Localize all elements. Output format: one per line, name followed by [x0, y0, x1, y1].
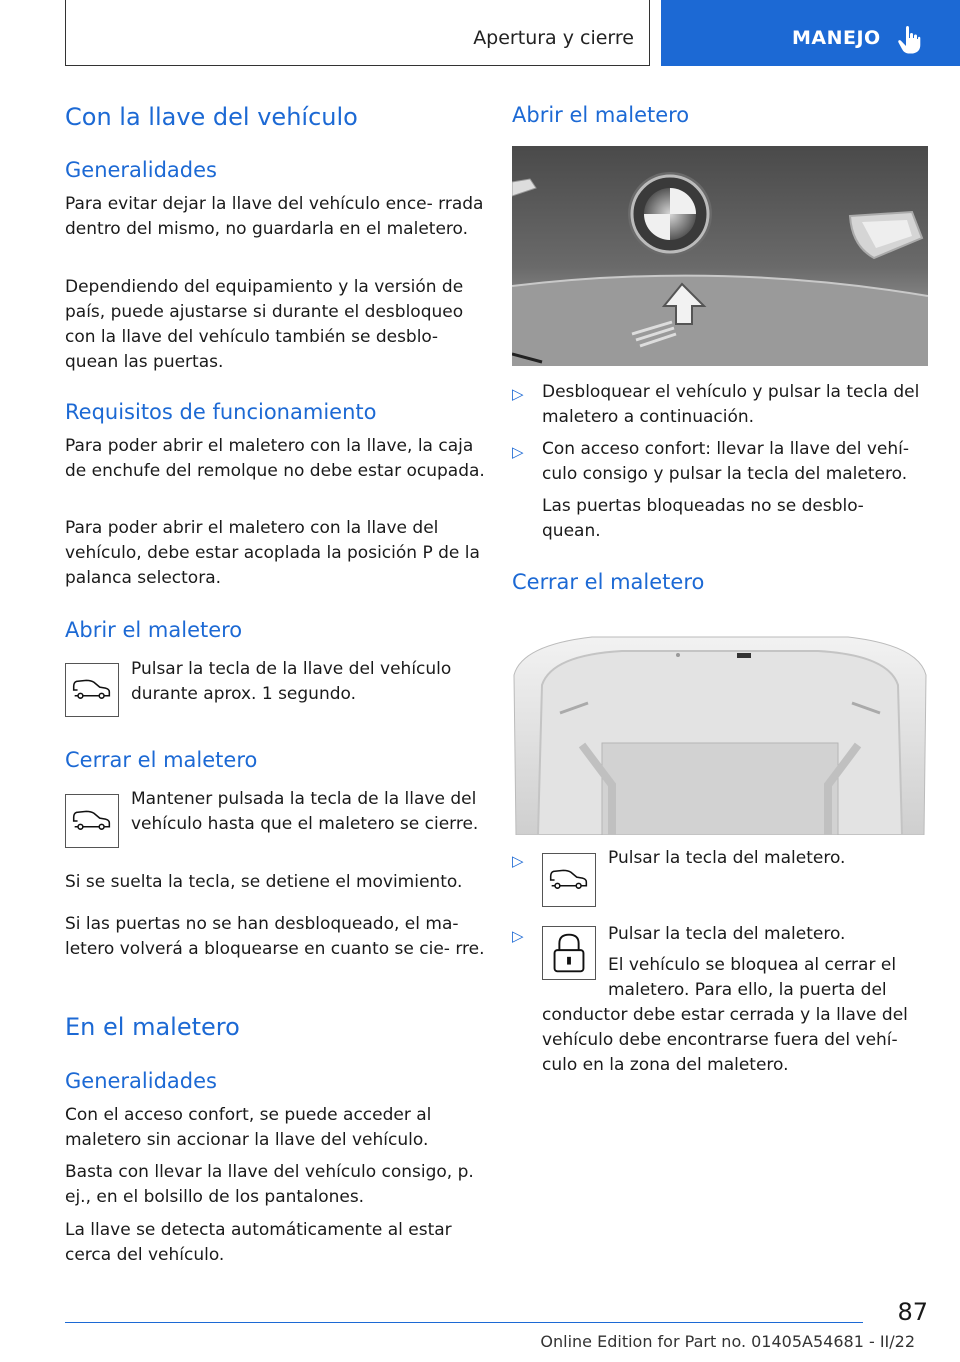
- subheading-generalidades: Generalidades: [65, 158, 217, 182]
- bullet-text: Pulsar la tecla del maletero.: [608, 848, 846, 868]
- bullet-text: maletero. Para ello, la puerta del conductor debe estar cerrada y la llave del vehículo debe encontrarse fuera del vehí‐ culo en la zona del maletero.: [542, 980, 908, 1075]
- section-title: Apertura y cierre: [473, 27, 634, 49]
- car-trunk-icon: [65, 663, 119, 717]
- paragraph: Mantener pulsada la tecla de la llave del vehículo hasta que el maletero se cierre.: [131, 789, 479, 834]
- bullet-marker: ▷: [512, 385, 524, 403]
- paragraph: Si se suelta la tecla, se detiene el movimiento.: [65, 872, 463, 892]
- car-trunk-icon: [542, 853, 596, 907]
- paragraph: Para poder abrir el maletero con la llave, la caja de enchufe del remolque no debe estar ocupada.: [65, 436, 485, 481]
- bullet-marker: ▷: [512, 927, 524, 945]
- trunk-button-photo: [512, 146, 928, 366]
- section-heading-llave: Con la llave del vehículo: [65, 103, 358, 131]
- paragraph: Dependiendo del equipamiento y la versión de país, puede ajustarse si durante el desbloqueo con la llave del vehículo también se desblo‐ quean las puertas.: [65, 277, 464, 372]
- paragraph: Para evitar dejar la llave del vehículo ence‐ rrada dentro del mismo, no guardarla en el maletero.: [65, 194, 484, 239]
- car-trunk-icon: [65, 794, 119, 848]
- bullet-text: Pulsar la tecla del maletero.: [608, 924, 846, 944]
- note-text: Las puertas bloqueadas no se desblo‐ quean.: [542, 496, 864, 541]
- bullet-text: El vehículo se bloquea al cerrar el: [608, 955, 897, 975]
- chapter-tab[interactable]: [661, 0, 960, 66]
- paragraph: Pulsar la tecla de la llave del vehículo durante aprox. 1 segundo.: [131, 659, 452, 704]
- footer-edition: Online Edition for Part no. 01405A54681 - II/22: [540, 1332, 915, 1351]
- paragraph: Si las puertas no se han desbloqueado, el ma‐ letero volverá a bloquearse en cuanto se cie‐ rre.: [65, 914, 485, 959]
- subheading-abrir-right: Abrir el maletero: [512, 103, 690, 127]
- subheading-requisitos: Requisitos de funcionamiento: [65, 400, 377, 424]
- hand-pointer-icon: [897, 25, 921, 55]
- subheading-cerrar-right: Cerrar el maletero: [512, 570, 705, 594]
- paragraph: La llave se detecta automáticamente al estar cerca del vehículo.: [65, 1220, 452, 1265]
- paragraph: Basta con llevar la llave del vehículo consigo, p. ej., en el bolsillo de los pantalones.: [65, 1162, 474, 1207]
- paragraph: Para poder abrir el maletero con la llave del vehículo, debe estar acoplada la posición P de la palanca selectora.: [65, 518, 480, 588]
- bullet-text: Con acceso confort: llevar la llave del vehí‐ culo consigo y pulsar la tecla del maletero.: [542, 439, 910, 484]
- paragraph: Con el acceso confort, se puede acceder al maletero sin accionar la llave del vehículo.: [65, 1105, 432, 1150]
- subheading-generalidades-2: Generalidades: [65, 1069, 217, 1093]
- subheading-cerrar: Cerrar el maletero: [65, 748, 258, 772]
- section-heading-maletero: En el maletero: [65, 1013, 240, 1041]
- open-trunk-photo: [512, 625, 928, 835]
- footer-rule: [65, 1322, 863, 1323]
- subheading-abrir: Abrir el maletero: [65, 618, 243, 642]
- bullet-marker: ▷: [512, 852, 524, 870]
- page-number: 87: [897, 1298, 928, 1326]
- lock-icon: [542, 926, 596, 980]
- bullet-marker: ▷: [512, 443, 524, 461]
- bullet-text: Desbloquear el vehículo y pulsar la tecla del maletero a continuación.: [542, 382, 920, 427]
- chapter-tab-label: MANEJO: [792, 27, 881, 49]
